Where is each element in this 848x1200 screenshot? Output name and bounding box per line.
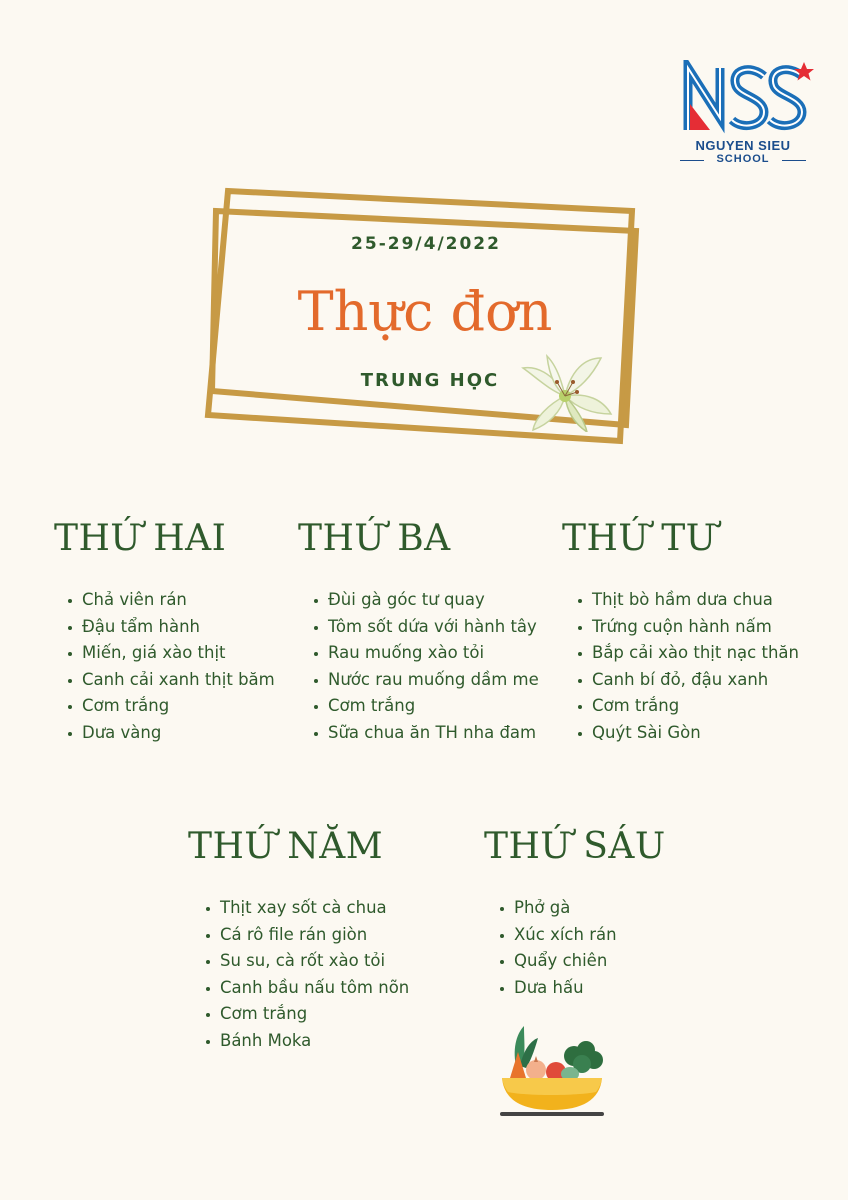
day-title: THỨ HAI [54, 518, 227, 559]
logo-divider-right [782, 160, 806, 161]
dish-item: Cá rô file rán giòn [206, 922, 409, 949]
day-title: THỨ BA [298, 518, 451, 559]
dish-item: Xúc xích rán [500, 922, 617, 949]
dish-item: Thịt xay sốt cà chua [206, 895, 409, 922]
dish-item: Miến, giá xào thịt [68, 640, 275, 667]
dish-list [500, 895, 617, 1001]
dish-item: Cơm trắng [68, 693, 275, 720]
menu-subtitle: TRUNG HỌC [360, 370, 500, 391]
day-title: THỨ SÁU [484, 826, 666, 867]
lily-flower-icon [515, 352, 615, 432]
dish-item: Su su, cà rốt xào tỏi [206, 948, 409, 975]
menu-title: Thực đơn [297, 280, 553, 343]
vegetable-bowl-icon [496, 1026, 608, 1118]
dish-item: Canh cải xanh thịt băm [68, 667, 275, 694]
dish-item: Bắp cải xào thịt nạc thăn [578, 640, 799, 667]
dish-item: Dưa hấu [500, 975, 617, 1002]
dish-list [206, 895, 409, 1055]
dish-item: Thịt bò hầm dưa chua [578, 587, 799, 614]
dish-item: Tôm sốt dứa với hành tây [314, 614, 539, 641]
day-thursday [188, 826, 410, 1050]
logo-school-name: NGUYEN SIEU [695, 138, 791, 153]
dish-item: Quẩy chiên [500, 948, 617, 975]
dish-item: Bánh Moka [206, 1028, 409, 1055]
dish-list [314, 587, 539, 747]
day-wednesday [562, 518, 799, 742]
dish-item: Cơm trắng [314, 693, 539, 720]
logo-school-label: SCHOOL [716, 153, 770, 165]
dish-item: Sữa chua ăn TH nha đam [314, 720, 539, 747]
menu-date: 25-29/4/2022 [351, 234, 501, 254]
dish-list [578, 587, 799, 747]
dish-item: Rau muống xào tỏi [314, 640, 539, 667]
day-title: THỨ NĂM [188, 826, 384, 867]
dish-item: Cơm trắng [206, 1001, 409, 1028]
nss-logo-mark-icon [680, 60, 816, 136]
day-title: THỨ TƯ [562, 518, 717, 559]
dish-item: Đậu tẩm hành [68, 614, 275, 641]
day-friday [484, 826, 666, 997]
dish-item: Canh bí đỏ, đậu xanh [578, 667, 799, 694]
dish-item: Đùi gà góc tư quay [314, 587, 539, 614]
dish-item: Trứng cuộn hành nấm [578, 614, 799, 641]
dish-item: Quýt Sài Gòn [578, 720, 799, 747]
dish-item: Cơm trắng [578, 693, 799, 720]
dish-item: Chả viên rán [68, 587, 275, 614]
dish-item: Dưa vàng [68, 720, 275, 747]
school-logo [676, 60, 816, 170]
day-tuesday [298, 518, 539, 742]
dish-list [68, 587, 275, 747]
dish-item: Nước rau muống dầm me [314, 667, 539, 694]
dish-item: Canh bầu nấu tôm nõn [206, 975, 409, 1002]
dish-item: Phở gà [500, 895, 617, 922]
day-monday [54, 518, 275, 742]
